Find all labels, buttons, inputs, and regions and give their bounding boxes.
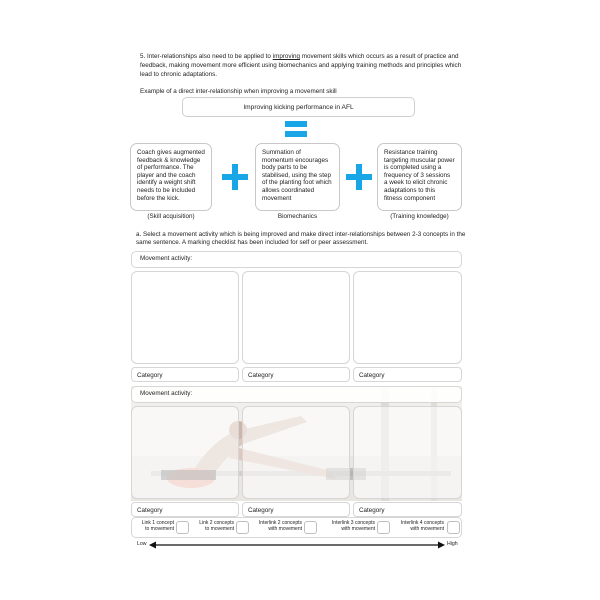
skill-acquisition-card: [130, 143, 212, 211]
intro-paragraph: 5. Inter-relationships also need to be applied to improving movement skills which occurs as a result of practice and feedback, making movement more efficient using biomechanics and applying training methods and principles which lead to chronic adaptations.: [140, 53, 462, 78]
concept-cell[interactable]: [242, 271, 350, 364]
example-label: Example of a direct inter-relationship when improving a movement skill: [140, 88, 337, 95]
category-field[interactable]: Category: [131, 502, 239, 517]
checklist-label: Interlink 4 concepts with movement: [400, 520, 444, 532]
checklist-checkbox[interactable]: [236, 521, 249, 534]
plus-icon: [222, 164, 248, 190]
category-field[interactable]: Category: [242, 367, 350, 382]
question-text: a. Select a movement activity which is being improved and make direct inter-relationships between 2-3 concepts in the same sentence. A marking checklist has been included for self or peer assessment.: [136, 231, 466, 246]
movement-activity-label: Movement activity:: [140, 255, 193, 262]
card-caption: Biomechanics: [277, 213, 318, 220]
card-text: Resistance training targeting muscular power is completed using a frequency of 3 sessions a week to elicit chronic adaptations to this fitness component: [384, 149, 455, 202]
scale-high-label: High: [447, 541, 458, 547]
training-knowledge-card: [377, 143, 462, 211]
category-field[interactable]: Category: [242, 502, 350, 517]
checklist-label: Link 1 concept to movement: [141, 520, 174, 532]
category-field[interactable]: Category: [131, 367, 239, 382]
equals-icon: [285, 121, 307, 138]
biomechanics-card: [255, 143, 340, 211]
concept-cell[interactable]: [131, 406, 239, 499]
concept-cell[interactable]: [131, 271, 239, 364]
underlined-word: improving: [272, 53, 300, 60]
concept-cell[interactable]: [353, 271, 462, 364]
checklist-label: Interlink 3 concepts with movement: [331, 520, 375, 532]
plus-icon: [346, 164, 372, 190]
category-field[interactable]: Category: [353, 502, 462, 517]
card-text: Coach gives augmented feedback & knowledge of performance. The player and the coach identify a weight shift needs to be included before the kick.: [137, 149, 205, 202]
concept-cell[interactable]: [242, 406, 350, 499]
example-title-box: [182, 97, 415, 117]
card-caption: (Skill acquisition): [147, 213, 195, 220]
card-text: Summation of momentum encourages body parts to be stabilised, using the step of the planting foot which allows coordinated movement: [262, 149, 332, 202]
example-title: Improving kicking performance in AFL: [243, 103, 354, 111]
movement-activity-label: Movement activity:: [140, 390, 193, 397]
movement-activity-field[interactable]: [131, 251, 462, 268]
concept-cell[interactable]: [353, 406, 462, 499]
checklist-label: Link 2 concepts to movement: [199, 520, 234, 532]
card-caption: (Training knowledge): [390, 213, 449, 220]
checklist-checkbox[interactable]: [176, 521, 189, 534]
category-field[interactable]: Category: [353, 367, 462, 382]
checklist-checkbox[interactable]: [447, 521, 460, 534]
double-arrow-icon: [149, 540, 445, 550]
scale-low-label: Low: [137, 541, 147, 547]
checklist-label: Interlink 2 concepts with movement: [258, 520, 302, 532]
checklist-checkbox[interactable]: [304, 521, 317, 534]
movement-activity-field[interactable]: [131, 386, 462, 403]
